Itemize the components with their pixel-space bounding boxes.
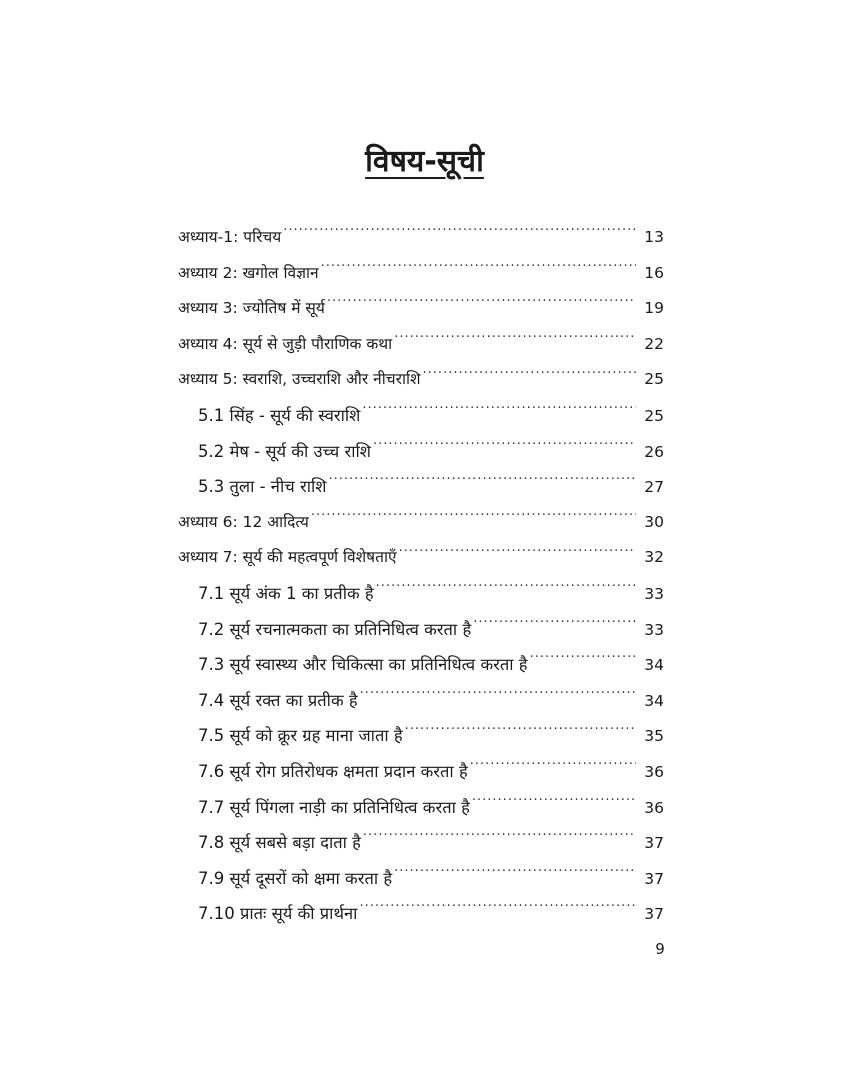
toc-entry [178,291,664,327]
toc-entry-page: 36 [644,798,664,817]
table-of-contents [178,220,664,932]
toc-entry-label: 7.6 सूर्य रोग प्रतिरोधक क्षमता प्रदान करता है [198,761,468,781]
toc-leader-dots [373,441,636,461]
toc-entry [178,469,664,505]
toc-entry-label: 7.10 प्रातः सूर्य की प्रार्थना [198,904,358,924]
toc-entry-page: 13 [644,228,664,246]
toc-entry-page: 32 [644,548,664,567]
toc-entry [178,256,664,292]
toc-entry [178,505,664,541]
toc-leader-dots [472,797,636,817]
toc-entry [178,790,664,826]
toc-entry-page: 37 [644,834,664,853]
toc-entry [178,398,664,434]
toc-entry-label: 7.1 सूर्य अंक 1 का प्रतीक है [198,583,374,603]
toc-entry [178,754,664,790]
toc-leader-dots [399,548,636,568]
toc-leader-dots [405,726,636,746]
toc-leader-dots [311,513,636,533]
toc-entry [178,718,664,754]
toc-entry-page: 37 [644,905,664,924]
toc-entry-label: अध्याय 7: सूर्य की महत्वपूर्ण विशेषताएँ [178,548,397,567]
toc-leader-dots [283,228,636,248]
toc-entry-page: 33 [644,620,664,639]
toc-entry-label: अध्याय 4: सूर्य से जुड़ी पौराणिक कथा [178,334,393,353]
toc-entry-page: 30 [644,512,664,531]
page-title-text: विषय-सूची [365,144,484,179]
toc-entry [178,896,664,932]
toc-entry-page: 25 [644,406,664,425]
toc-leader-dots [473,619,636,639]
toc-entry [178,612,664,648]
toc-leader-dots [360,691,636,711]
toc-leader-dots [423,370,636,390]
page-number: 9 [655,940,665,958]
toc-entry [178,327,664,363]
toc-leader-dots [376,584,636,604]
page-title [0,140,849,184]
toc-entry [178,683,664,719]
toc-leader-dots [530,655,636,675]
toc-entry-label: अध्याय 2: खगोल विज्ञान [178,263,319,282]
toc-leader-dots [359,904,636,924]
toc-entry [178,861,664,897]
toc-entry-label: अध्याय 5: स्वराशि, उच्चराशि और नीचराशि [178,370,421,389]
toc-entry-page: 34 [644,691,664,710]
toc-entry-page: 22 [644,334,664,353]
toc-entry-page: 27 [644,478,664,497]
toc-entry-label: 7.3 सूर्य स्वास्थ्य और चिकित्सा का प्रतिनिधित्व करता है [198,655,528,675]
toc-entry [178,825,664,861]
toc-leader-dots [363,833,636,853]
toc-entry-label: 7.2 सूर्य रचनात्मकता का प्रतिनिधित्व करता है [198,619,472,639]
toc-entry-page: 33 [644,584,664,603]
toc-entry-label: अध्याय 6: 12 आदित्य [178,512,309,531]
toc-entry-label: 5.2 मेष - सूर्य की उच्च राशि [198,441,371,461]
toc-leader-dots [362,406,636,426]
toc-entry [178,576,664,612]
toc-entry [178,647,664,683]
toc-entry [178,362,664,398]
toc-entry-label: अध्याय-1: परिचय [178,228,282,246]
toc-entry-label: 7.5 सूर्य को क्रूर ग्रह माना जाता है [198,726,403,746]
toc-leader-dots [394,868,636,888]
toc-leader-dots [470,762,636,782]
toc-entry-page: 19 [644,299,664,318]
toc-entry [178,434,664,470]
toc-entry-page: 16 [644,263,664,282]
toc-leader-dots [321,263,636,283]
toc-entry [178,220,664,256]
toc-entry-label: 7.9 सूर्य दूसरों को क्षमा करता है [198,868,393,888]
toc-entry-label: 5.3 तुला - नीच राशि [198,477,327,497]
toc-entry-page: 26 [644,442,664,461]
toc-entry-page: 36 [644,762,664,781]
toc-leader-dots [327,299,636,319]
toc-leader-dots [328,477,636,497]
toc-entry-label: अध्याय 3: ज्योतिष में सूर्य [178,299,325,318]
toc-entry-label: 7.8 सूर्य सबसे बड़ा दाता है [198,833,361,853]
toc-leader-dots [394,335,636,355]
toc-entry-page: 37 [644,869,664,888]
toc-entry-page: 34 [644,656,664,675]
toc-entry-page: 35 [644,727,664,746]
toc-entry [178,540,664,576]
toc-entry-label: 7.4 सूर्य रक्त का प्रतीक है [198,690,358,710]
toc-entry-label: 7.7 सूर्य पिंगला नाड़ी का प्रतिनिधित्व करता है [198,797,470,817]
toc-entry-label: 5.1 सिंह - सूर्य की स्वराशि [198,405,361,425]
toc-entry-page: 25 [644,370,664,389]
